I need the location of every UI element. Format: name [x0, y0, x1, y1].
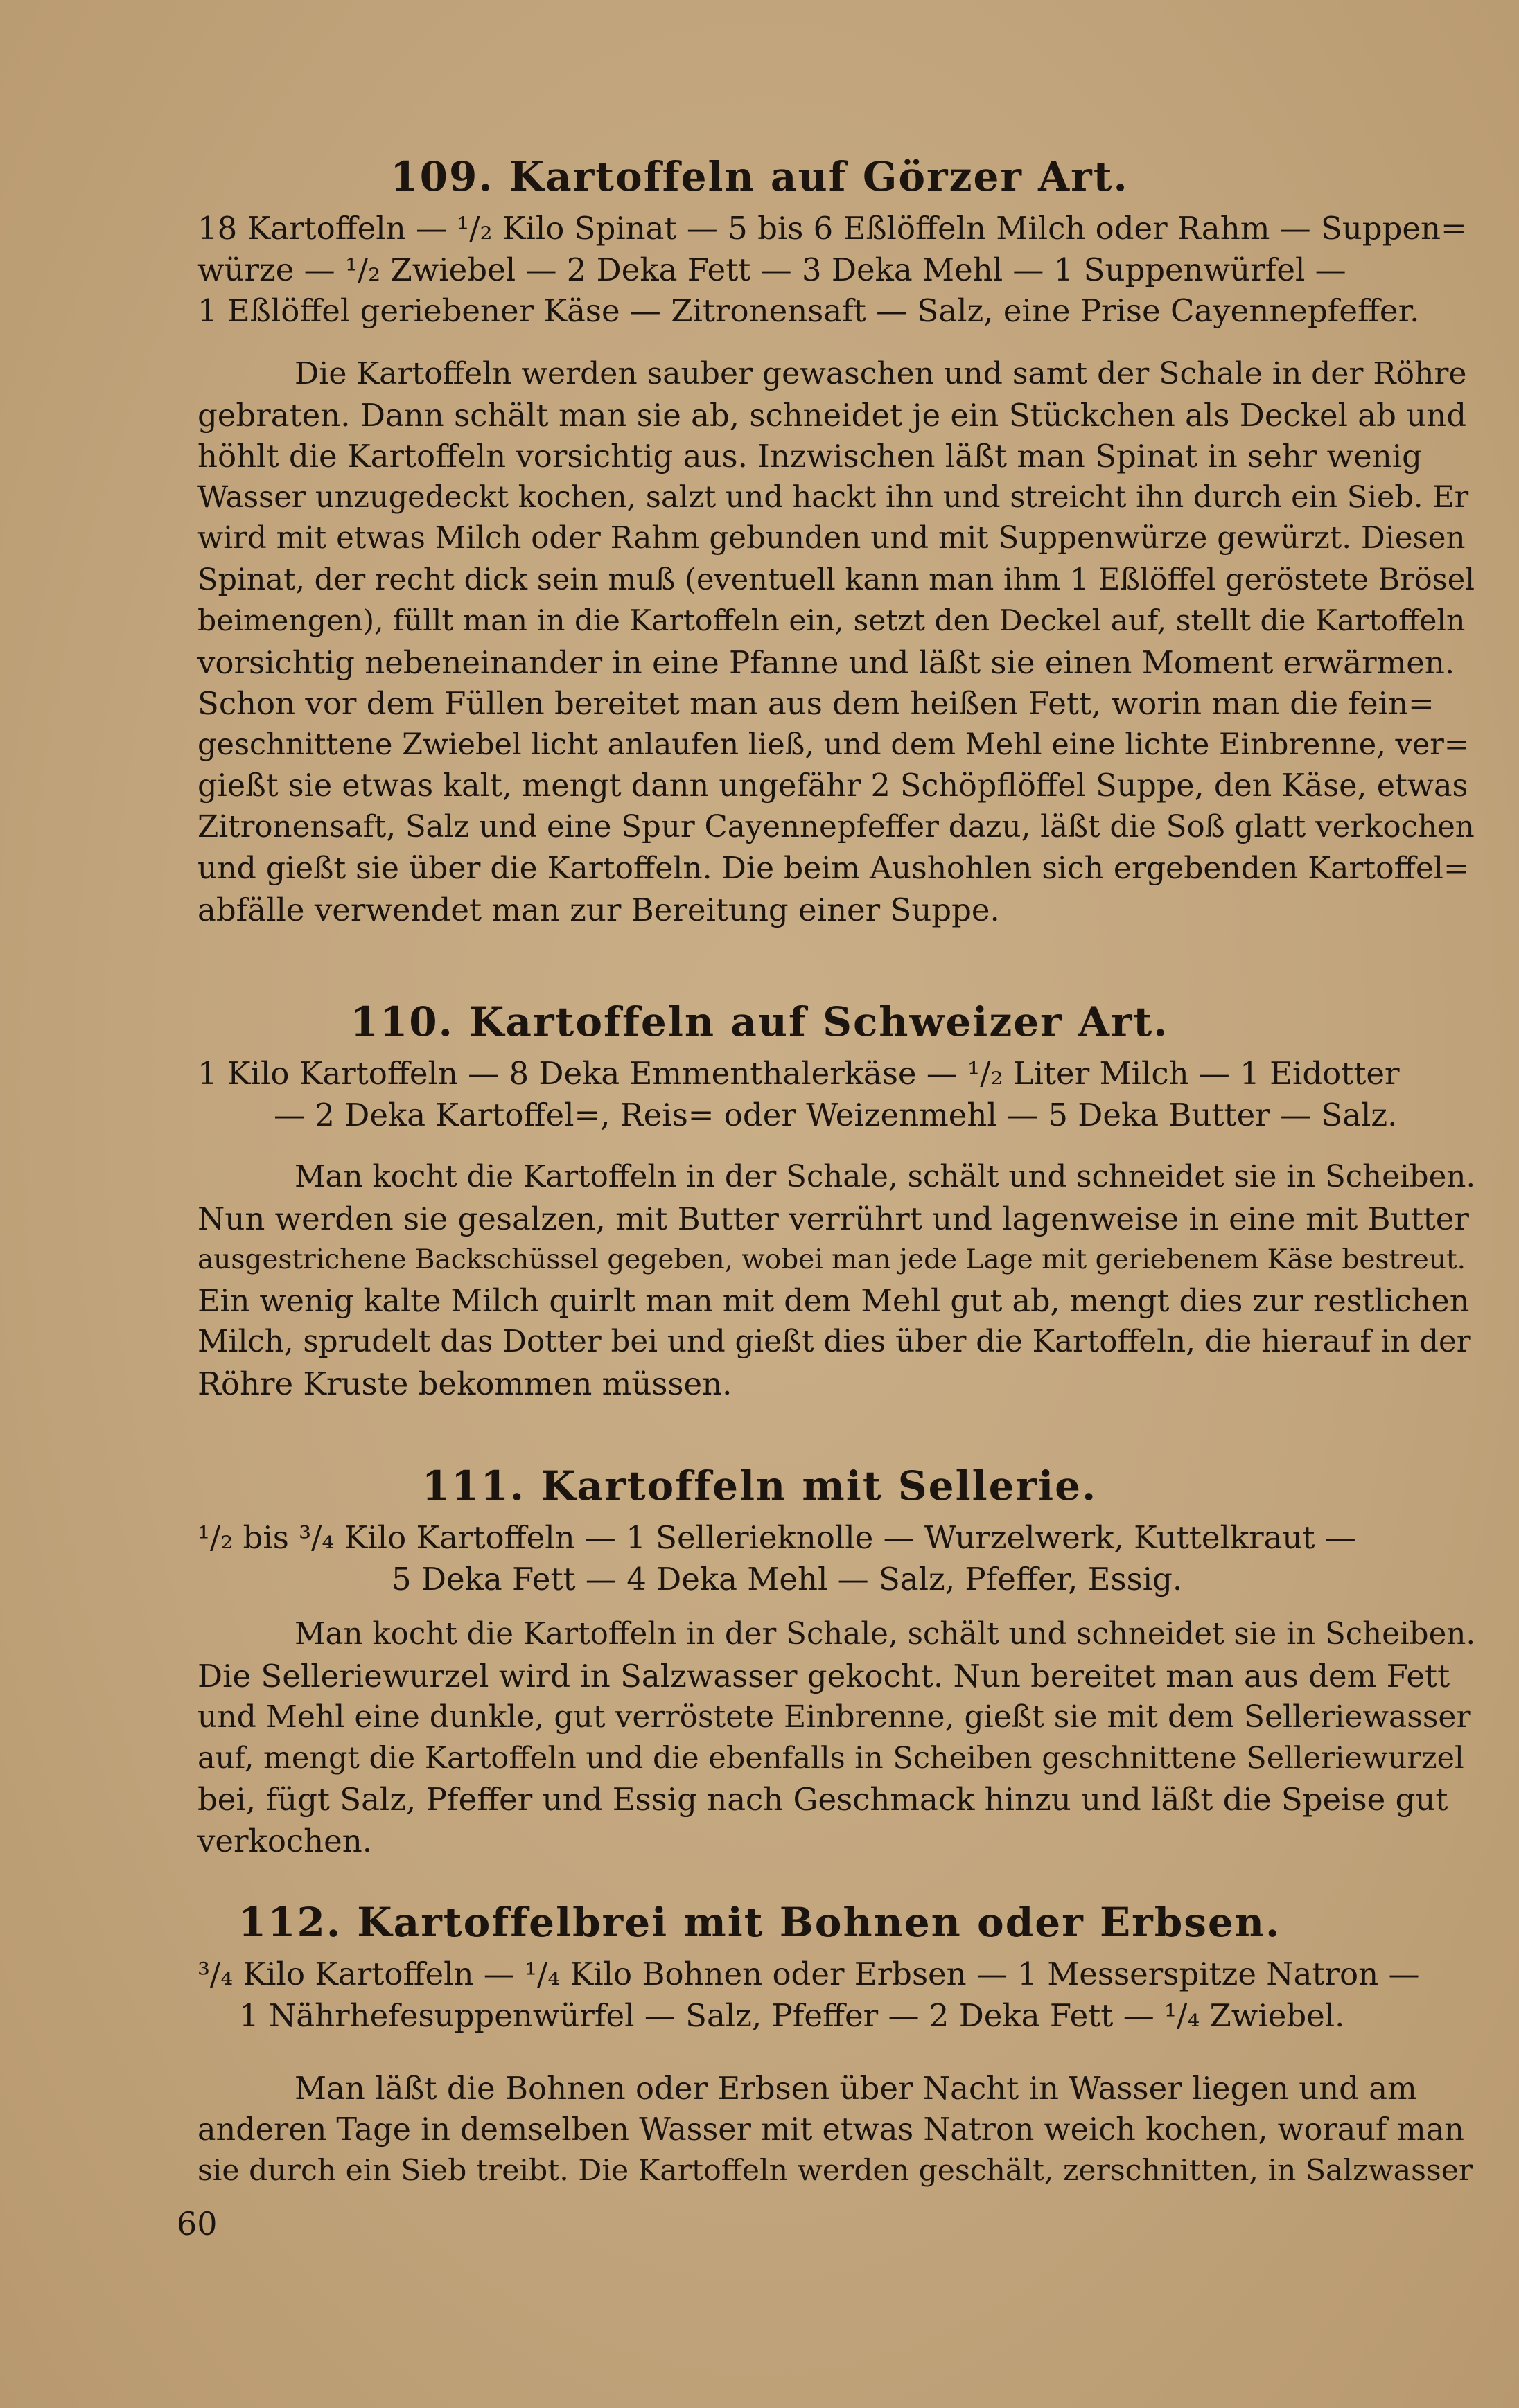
text-line: und gießt sie über die Kartoffeln. Die beim Aushohlen sich ergebenden Kartoffel= — [197, 851, 1469, 886]
ingredient-line: 1 Eßlöffel geriebener Käse — Zitronensaft — Salz, eine Prise Cayennepfeffer. — [197, 292, 1420, 329]
ingredient-line: ¹/₂ bis ³/₄ Kilo Kartoffeln — 1 Sellerieknolle — Wurzelwerk, Kuttelkraut — — [197, 1519, 1356, 1556]
text-line: Wasser unzugedeckt kochen, salzt und hackt ihn und streicht ihn durch ein Sieb. Er — [197, 479, 1469, 515]
ingredient-line: — 2 Deka Kartoffel=, Reis= oder Weizenmehl — 5 Deka Butter — Salz. — [274, 1096, 1398, 1133]
text-line: ausgestrichene Backschüssel gegeben, wobei man jede Lage mit geriebenem Käse bestreut. — [197, 1244, 1466, 1275]
ingredients-list — [197, 1517, 1476, 1600]
text-line: gebraten. Dann schält man sie ab, schneidet je ein Stückchen als Deckel ab und — [197, 396, 1467, 434]
text-line: Man kocht die Kartoffeln in der Schale, schält und schneidet sie in Scheiben. — [295, 1617, 1476, 1652]
text-line: sie durch ein Sieb treibt. Die Kartoffeln werden geschält, zerschnitten, in Salzwasser — [197, 2154, 1473, 2188]
text-line: Milch, sprudelt das Dotter bei und gießt dies über die Kartoffeln, die hierauf in der — [197, 1325, 1471, 1359]
text-line: Schon vor dem Füllen bereitet man aus dem heißen Fett, worin man die fein= — [197, 685, 1434, 722]
page-number: 60 — [177, 2205, 218, 2242]
text-line: bei, fügt Salz, Pfeffer und Essig nach Geschmack hinzu und läßt die Speise gut — [197, 1781, 1448, 1818]
text-line: abfälle verwendet man zur Bereitung einer Suppe. — [197, 891, 1000, 928]
text-line: Nun werden sie gesalzen, mit Butter verrührt und lagenweise in eine mit Butter — [197, 1200, 1469, 1237]
text-line: Zitronensaft, Salz und eine Spur Cayennepfeffer dazu, läßt die Soß glatt verkochen — [197, 809, 1475, 844]
text-line: anderen Tage in demselben Wasser mit etwas Natron weich kochen, worauf man — [197, 2112, 1464, 2148]
recipe-instructions — [197, 353, 1476, 930]
text-line: wird mit etwas Milch oder Rahm gebunden und mit Suppenwürze gewürzt. Diesen — [197, 521, 1466, 556]
text-line: gießt sie etwas kalt, mengt dann ungefähr 2 Schöpflöffel Suppe, den Käse, etwas — [197, 768, 1468, 804]
recipe-title: 110. Kartoffeln auf Schweizer Art. — [350, 998, 1169, 1045]
text-line: höhlt die Kartoffeln vorsichtig aus. Inzwischen läßt man Spinat in sehr wenig — [197, 438, 1422, 475]
text-line: Spinat, der recht dick sein muß (eventuell kann man ihm 1 Eßlöffel geröstete Brösel — [197, 562, 1475, 597]
ingredient-line: würze — ¹/₂ Zwiebel — 2 Deka Fett — 3 Deka Mehl — 1 Suppenwürfel — — [197, 251, 1346, 288]
recipe-instructions — [197, 2068, 1476, 2192]
text-line: Die Kartoffeln werden sauber gewaschen und samt der Schale in der Röhre — [295, 356, 1467, 391]
ingredient-line: 1 Nährhefesuppenwürfel — Salz, Pfeffer — 2 Deka Fett — ¹/₄ Zwiebel. — [239, 1997, 1345, 2034]
text-line: verkochen. — [197, 1822, 373, 1859]
ingredient-line: 18 Kartoffeln — ¹/₂ Kilo Spinat — 5 bis 6 Eßlöffeln Milch oder Rahm — Suppen= — [197, 210, 1467, 247]
ingredient-line: 1 Kilo Kartoffeln — 8 Deka Emmenthalerkäse — ¹/₂ Liter Milch — 1 Eidotter — [197, 1055, 1400, 1092]
recipe-instructions — [197, 1157, 1476, 1404]
recipe-instructions — [197, 1614, 1476, 1861]
recipe-title: 109. Kartoffeln auf Görzer Art. — [390, 153, 1129, 200]
ingredient-line: 5 Deka Fett — 4 Deka Mehl — Salz, Pfeffer, Essig. — [392, 1560, 1183, 1597]
text-line: vorsichtig nebeneinander in eine Pfanne und läßt sie einen Moment erwärmen. — [197, 644, 1455, 681]
text-line: beimengen), füllt man in die Kartoffeln ein, setzt den Deckel auf, stellt die Kartoffeln — [197, 604, 1466, 638]
text-line: geschnittene Zwiebel licht anlaufen ließ, und dem Mehl eine lichte Einbrenne, ver= — [197, 727, 1469, 762]
text-line: Man läßt die Bohnen oder Erbsen über Nacht in Wasser liegen und am — [295, 2070, 1417, 2107]
text-line: und Mehl eine dunkle, gut verröstete Einbrenne, gießt sie mit dem Selleriewasser — [197, 1699, 1471, 1735]
text-line: Man kocht die Kartoffeln in der Schale, schält und schneidet sie in Scheiben. — [295, 1160, 1476, 1194]
ingredients-list — [197, 1954, 1476, 2036]
text-line: Die Selleriewurzel wird in Salzwasser gekocht. Nun bereitet man aus dem Fett — [197, 1657, 1450, 1694]
ingredients-list — [197, 1053, 1476, 1135]
text-line: Ein wenig kalte Milch quirlt man mit dem Mehl gut ab, mengt dies zur restlichen — [197, 1283, 1470, 1319]
ingredients-list — [197, 208, 1476, 332]
text-line: auf, mengt die Kartoffeln und die ebenfalls in Scheiben geschnittene Selleriewurzel — [197, 1740, 1464, 1776]
recipe-title: 112. Kartoffelbrei mit Bohnen oder Erbsen. — [238, 1899, 1281, 1946]
text-line: Röhre Kruste bekommen müssen. — [197, 1365, 732, 1402]
ingredient-line: ³/₄ Kilo Kartoffeln — ¹/₄ Kilo Bohnen oder Erbsen — 1 Messerspitze Natron — — [197, 1956, 1420, 1992]
recipe-title: 111. Kartoffeln mit Sellerie. — [421, 1462, 1098, 1510]
